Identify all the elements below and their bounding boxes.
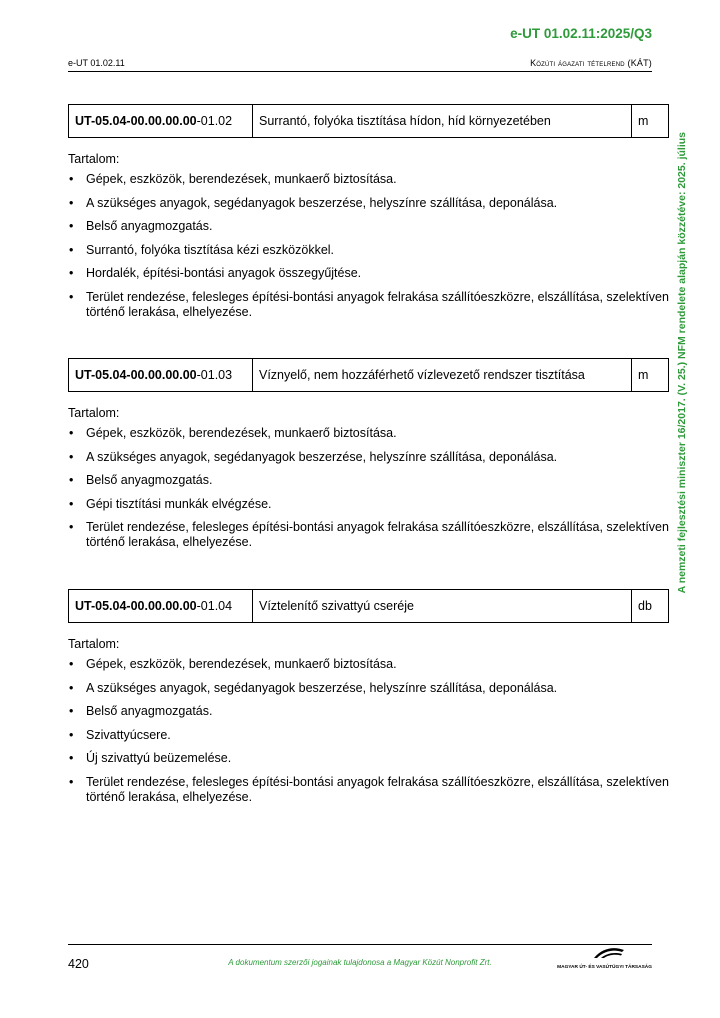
list-item: • Új szivattyú beüzemelése. bbox=[68, 751, 669, 766]
content-list bbox=[68, 172, 669, 320]
list-item: • Belső anyagmozgatás. bbox=[68, 473, 669, 488]
item-block bbox=[68, 358, 669, 559]
item-code: UT-05.04-00.00.00.00 -01.04 bbox=[69, 590, 253, 622]
item-block bbox=[68, 104, 669, 328]
header-left: e-UT 01.02.11 bbox=[68, 58, 125, 68]
list-item: • Terület rendezése, felesleges építési-bontási anyagok felrakása szállítóeszközre, elszállítása, szelektíven történő lerakása, elhelyezése. bbox=[68, 520, 669, 550]
item-code: UT-05.04-00.00.00.00 -01.02 bbox=[69, 105, 253, 137]
list-item: • Gépek, eszközök, berendezések, munkaerő biztosítása. bbox=[68, 657, 669, 672]
item-description: Víznyelő, nem hozzáférhető vízlevezető rendszer tisztítása bbox=[253, 359, 632, 391]
content-list bbox=[68, 426, 669, 550]
list-item: • Terület rendezése, felesleges építési-bontási anyagok felrakása szállítóeszközre, elszállítása, szelektíven történő lerakása, elhelyezése. bbox=[68, 775, 669, 805]
item-unit: db bbox=[638, 599, 652, 613]
list-item: • Gépek, eszközök, berendezések, munkaerő biztosítása. bbox=[68, 172, 669, 187]
item-code-table bbox=[68, 589, 669, 623]
item-code-table bbox=[68, 104, 669, 138]
document-code: e-UT 01.02.11:2025/Q3 bbox=[510, 26, 652, 41]
item-description: Surrantó, folyóka tisztítása hídon, híd környezetében bbox=[253, 105, 632, 137]
content-list bbox=[68, 657, 669, 805]
content-label: Tartalom: bbox=[68, 152, 120, 166]
list-item: • A szükséges anyagok, segédanyagok beszerzése, helyszínre szállítása, deponálása. bbox=[68, 196, 669, 211]
publisher-logo bbox=[556, 946, 652, 970]
list-item: • Gépek, eszközök, berendezések, munkaerő biztosítása. bbox=[68, 426, 669, 441]
header-right: Közúti ágazati tételrend (KÁT) bbox=[530, 58, 652, 68]
list-item: • Hordalék, építési-bontási anyagok összegyűjtése. bbox=[68, 266, 669, 281]
item-unit: m bbox=[638, 114, 649, 128]
content-label: Tartalom: bbox=[68, 637, 120, 651]
list-item: • Belső anyagmozgatás. bbox=[68, 704, 669, 719]
list-item: • Surrantó, folyóka tisztítása kézi eszközökkel. bbox=[68, 243, 669, 258]
side-note-text: A nemzeti fejlesztési miniszter 16/2017. (V. 25.) NFM rendelete alapján közzétéve: 2025. július bbox=[676, 132, 688, 594]
item-unit: m bbox=[638, 368, 649, 382]
list-item: • Belső anyagmozgatás. bbox=[68, 219, 669, 234]
list-item: • Terület rendezése, felesleges építési-bontási anyagok felrakása szállítóeszközre, elszállítása, szelektíven történő lerakása, elhelyezése. bbox=[68, 290, 669, 320]
side-note bbox=[672, 96, 692, 630]
list-item: • A szükséges anyagok, segédanyagok beszerzése, helyszínre szállítása, deponálása. bbox=[68, 450, 669, 465]
page-header bbox=[68, 58, 652, 72]
logo-text: MAGYAR ÚT- ÉS VASÚTÜGYI TÁRSASÁG bbox=[557, 965, 652, 970]
copyright-note: A dokumentum szerzői jogainak tulajdonosa a Magyar Közút Nonprofit Zrt. bbox=[228, 958, 492, 967]
page-number: 420 bbox=[68, 957, 89, 971]
footer-divider bbox=[68, 944, 652, 945]
content-label: Tartalom: bbox=[68, 406, 120, 420]
list-item: • Szivattyúcsere. bbox=[68, 728, 669, 743]
item-block bbox=[68, 589, 669, 813]
list-item: • Gépi tisztítási munkák elvégzése. bbox=[68, 497, 669, 512]
list-item: • A szükséges anyagok, segédanyagok beszerzése, helyszínre szállítása, deponálása. bbox=[68, 681, 669, 696]
item-code-table bbox=[68, 358, 669, 392]
item-code: UT-05.04-00.00.00.00 -01.03 bbox=[69, 359, 253, 391]
item-description: Víztelenítő szivattyú cseréje bbox=[253, 590, 632, 622]
road-society-logo-icon bbox=[592, 946, 626, 960]
